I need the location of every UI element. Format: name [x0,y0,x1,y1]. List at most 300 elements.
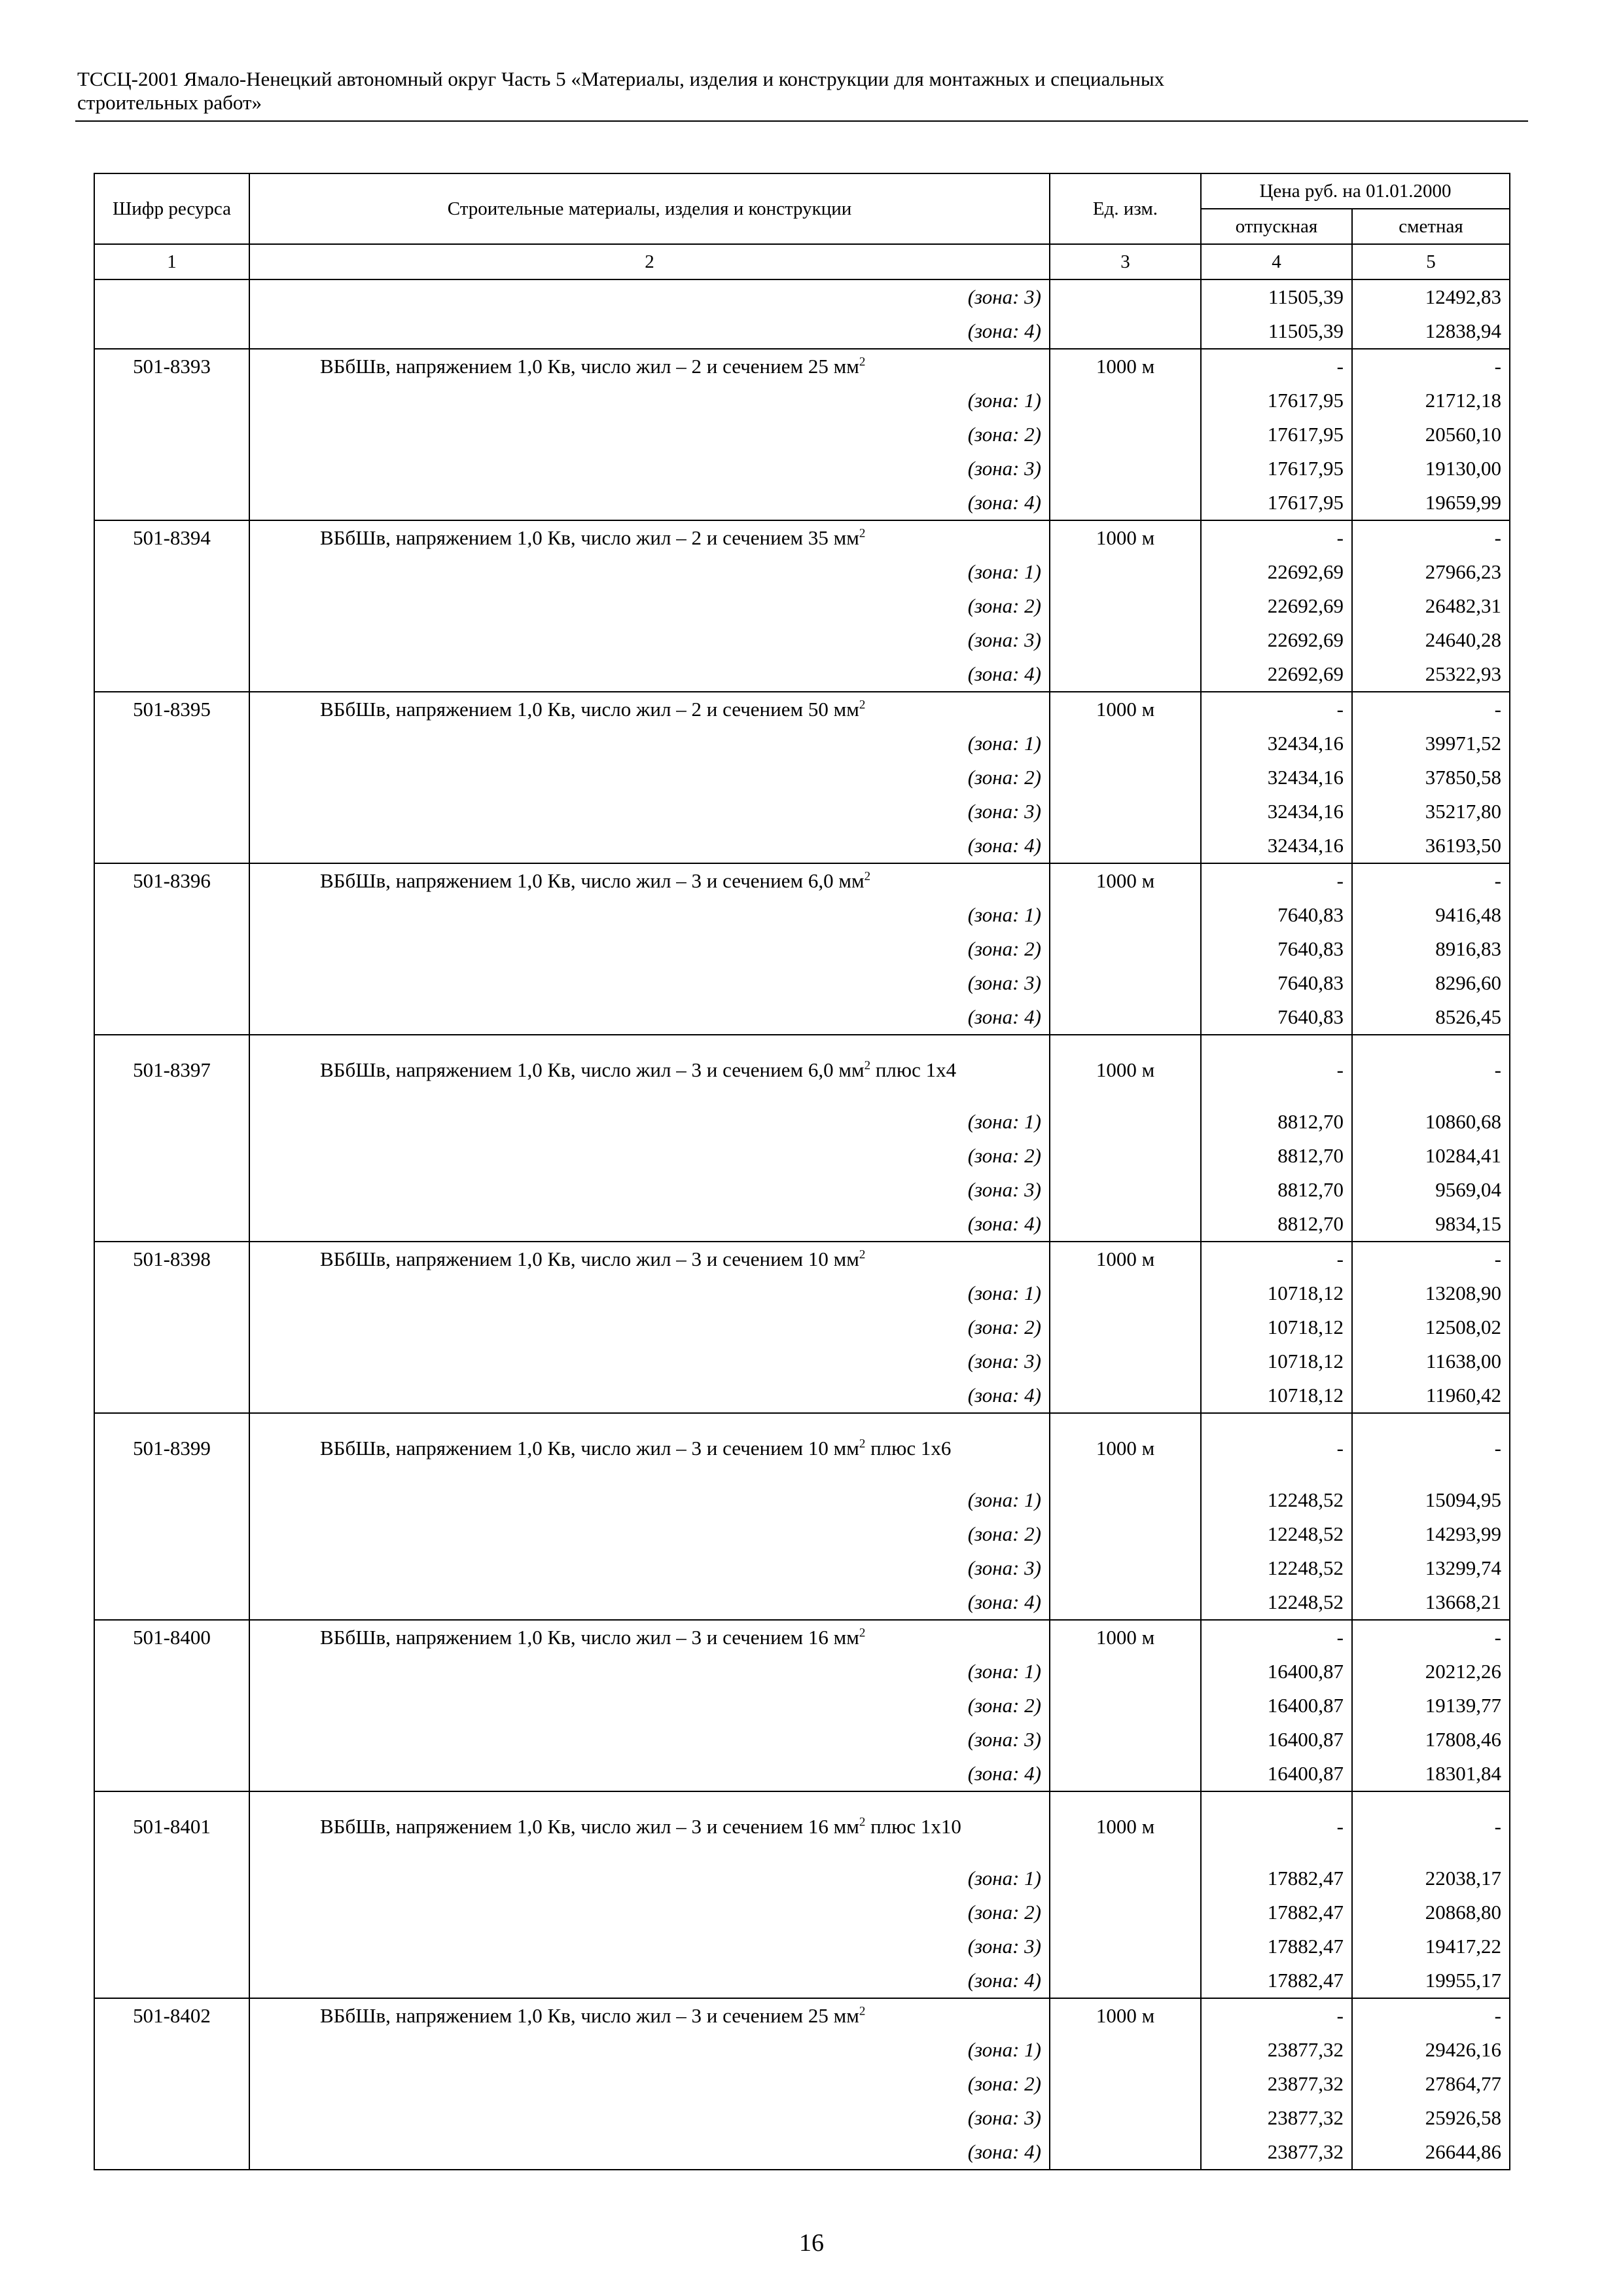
zone-row [94,384,1510,418]
resource-code-empty [94,1344,249,1378]
unit: 1000 м [1050,692,1201,726]
item-description [249,1791,1050,1861]
resource-code-empty [94,486,249,520]
unit-empty [1050,966,1201,1000]
resource-code-empty [94,1551,249,1585]
zone-row [94,795,1510,829]
zone-row [94,1861,1510,1895]
header-unit: Ед. изм. [1050,173,1201,244]
release-price: 17882,47 [1201,1929,1352,1964]
estimate-price: 27966,23 [1352,555,1510,589]
unit: 1000 м [1050,863,1201,898]
unit-empty [1050,555,1201,589]
zone-row [94,1723,1510,1757]
resource-code-empty [94,1000,249,1035]
estimate-price: 19417,22 [1352,1929,1510,1964]
resource-code-empty [94,1929,249,1964]
estimate-price: 19659,99 [1352,486,1510,520]
unit-empty [1050,726,1201,761]
zone-row [94,1276,1510,1310]
estimate-price: 12508,02 [1352,1310,1510,1344]
unit-empty [1050,1585,1201,1620]
resource-code-empty [94,726,249,761]
item-title: ВБбШв, напряжением 1,0 Кв, число жил – 2 и сечением 35 мм [320,526,859,549]
resource-code-empty [94,623,249,657]
resource-code-empty [94,1483,249,1517]
resource-code-empty [94,1105,249,1139]
unit-empty [1050,1861,1201,1895]
zone-row [94,1344,1510,1378]
release-price: 32434,16 [1201,726,1352,761]
resource-code-empty [94,795,249,829]
unit-empty [1050,795,1201,829]
item-row [94,1413,1510,1483]
estimate-price: 35217,80 [1352,795,1510,829]
release-price: 22692,69 [1201,623,1352,657]
item-row [94,692,1510,726]
resource-code-empty [94,657,249,692]
item-title-superscript: 2 [859,1247,866,1262]
release-price: 17617,95 [1201,486,1352,520]
release-price: - [1201,1791,1352,1861]
resource-code-empty [94,1517,249,1551]
resource-code-empty [94,314,249,349]
unit-empty [1050,279,1201,314]
unit-empty [1050,1310,1201,1344]
zone-label: (зона: 3) [249,1344,1050,1378]
zone-label: (зона: 2) [249,932,1050,966]
zone-label: (зона: 3) [249,1173,1050,1207]
zone-label: (зона: 4) [249,657,1050,692]
estimate-price: 29426,16 [1352,2033,1510,2067]
release-price: 17617,95 [1201,418,1352,452]
release-price: 8812,70 [1201,1139,1352,1173]
release-price: 22692,69 [1201,555,1352,589]
release-price: 23877,32 [1201,2033,1352,2067]
zone-label: (зона: 3) [249,279,1050,314]
estimate-price: 21712,18 [1352,384,1510,418]
release-price: 12248,52 [1201,1517,1352,1551]
estimate-price: 9834,15 [1352,1207,1510,1242]
item-description [249,692,1050,726]
resource-code: 501-8402 [94,1998,249,2033]
zone-label: (зона: 3) [249,1929,1050,1964]
release-price: 8812,70 [1201,1173,1352,1207]
resource-code-empty [94,829,249,863]
unit-empty [1050,898,1201,932]
zone-label: (зона: 2) [249,1517,1050,1551]
estimate-price: 8296,60 [1352,966,1510,1000]
zone-row [94,589,1510,623]
item-title-superscript: 2 [864,1058,871,1073]
estimate-price: - [1352,863,1510,898]
zone-row [94,657,1510,692]
zone-row [94,2101,1510,2135]
release-price: 12248,52 [1201,1551,1352,1585]
resource-code-empty [94,2033,249,2067]
zone-row [94,1105,1510,1139]
release-price: 23877,32 [1201,2067,1352,2101]
item-row [94,1035,1510,1105]
release-price: 12248,52 [1201,1585,1352,1620]
zone-label: (зона: 1) [249,1655,1050,1689]
estimate-price: - [1352,1791,1510,1861]
item-title-line [258,526,1041,550]
zone-row [94,829,1510,863]
header-code: Шифр ресурса [94,173,249,244]
item-row [94,1791,1510,1861]
release-price: 17617,95 [1201,452,1352,486]
item-title: ВБбШв, напряжением 1,0 Кв, число жил – 3 и сечением 6,0 мм [320,1058,865,1081]
release-price: - [1201,349,1352,384]
unit-empty [1050,589,1201,623]
resource-code: 501-8395 [94,692,249,726]
unit-empty [1050,1344,1201,1378]
zone-label: (зона: 3) [249,1551,1050,1585]
header-col-number: 5 [1352,244,1510,279]
zone-row [94,1689,1510,1723]
resource-code-empty [94,418,249,452]
estimate-price: 8916,83 [1352,932,1510,966]
zone-label: (зона: 4) [249,486,1050,520]
item-description [249,1035,1050,1105]
resource-code-empty [94,452,249,486]
zone-label: (зона: 1) [249,1861,1050,1895]
estimate-price: - [1352,1035,1510,1105]
unit-empty [1050,418,1201,452]
unit-empty [1050,2101,1201,2135]
unit-empty [1050,2135,1201,2170]
estimate-price: 10860,68 [1352,1105,1510,1139]
estimate-price: 12492,83 [1352,279,1510,314]
estimate-price: 18301,84 [1352,1757,1510,1791]
release-price: 7640,83 [1201,966,1352,1000]
price-table-body [94,279,1510,2170]
estimate-price: 11960,42 [1352,1378,1510,1413]
estimate-price: 8526,45 [1352,1000,1510,1035]
zone-label: (зона: 2) [249,1310,1050,1344]
zone-label: (зона: 2) [249,1139,1050,1173]
estimate-price: 17808,46 [1352,1723,1510,1757]
estimate-price: 19139,77 [1352,1689,1510,1723]
item-row [94,520,1510,555]
release-price: - [1201,1035,1352,1105]
unit-empty [1050,1551,1201,1585]
zone-label: (зона: 3) [249,2101,1050,2135]
zone-row [94,314,1510,349]
resource-code: 501-8397 [94,1035,249,1105]
release-price: - [1201,692,1352,726]
zone-label: (зона: 1) [249,555,1050,589]
zone-row [94,1895,1510,1929]
zone-row [94,2135,1510,2170]
item-title-line [258,1437,1041,1460]
item-title-superscript: 2 [859,355,866,369]
resource-code-empty [94,1757,249,1791]
resource-code-empty [94,1276,249,1310]
release-price: 12248,52 [1201,1483,1352,1517]
resource-code: 501-8393 [94,349,249,384]
zone-row [94,932,1510,966]
resource-code-empty [94,1689,249,1723]
release-price: 17882,47 [1201,1861,1352,1895]
item-title: ВБбШв, напряжением 1,0 Кв, число жил – 3 и сечением 16 мм [320,1815,859,1838]
estimate-price: 19955,17 [1352,1964,1510,1998]
price-table [94,173,1510,2170]
unit-empty [1050,623,1201,657]
unit-empty [1050,1105,1201,1139]
unit-empty [1050,1964,1201,1998]
release-price: 8812,70 [1201,1105,1352,1139]
unit-empty [1050,1689,1201,1723]
unit: 1000 м [1050,1035,1201,1105]
item-title-tail: плюс 1х10 [865,1815,961,1838]
zone-row [94,1585,1510,1620]
item-description [249,1620,1050,1655]
item-title-superscript: 2 [864,869,871,884]
zone-row [94,1964,1510,1998]
zone-row [94,966,1510,1000]
item-title-superscript: 2 [859,1626,866,1640]
unit-empty [1050,2067,1201,2101]
estimate-price: 22038,17 [1352,1861,1510,1895]
unit-empty [1050,1895,1201,1929]
zone-row [94,1551,1510,1585]
zone-row [94,279,1510,314]
zone-label: (зона: 3) [249,452,1050,486]
release-price: - [1201,1242,1352,1276]
estimate-price: - [1352,520,1510,555]
unit-empty [1050,657,1201,692]
release-price: - [1201,1620,1352,1655]
estimate-price: 11638,00 [1352,1344,1510,1378]
release-price: 22692,69 [1201,589,1352,623]
item-title-line [258,1247,1041,1271]
release-price: 7640,83 [1201,898,1352,932]
zone-row [94,1517,1510,1551]
unit: 1000 м [1050,1791,1201,1861]
item-row [94,1998,1510,2033]
release-price: 23877,32 [1201,2135,1352,2170]
item-description [249,520,1050,555]
release-price: 23877,32 [1201,2101,1352,2135]
estimate-price: 20868,80 [1352,1895,1510,1929]
item-description [249,1998,1050,2033]
release-price: 11505,39 [1201,279,1352,314]
zone-label: (зона: 4) [249,1207,1050,1242]
estimate-price: - [1352,1413,1510,1483]
resource-code-empty [94,555,249,589]
resource-code-empty [94,1207,249,1242]
estimate-price: 27864,77 [1352,2067,1510,2101]
resource-code-empty [94,2067,249,2101]
zone-row [94,2067,1510,2101]
unit-empty [1050,314,1201,349]
estimate-price: - [1352,692,1510,726]
estimate-price: - [1352,1620,1510,1655]
zone-label: (зона: 2) [249,2067,1050,2101]
zone-row [94,1655,1510,1689]
zone-label: (зона: 4) [249,314,1050,349]
resource-code-empty [94,1585,249,1620]
zone-row [94,1000,1510,1035]
release-price: 10718,12 [1201,1310,1352,1344]
resource-code: 501-8396 [94,863,249,898]
unit-empty [1050,1276,1201,1310]
zone-label: (зона: 2) [249,761,1050,795]
zone-label: (зона: 3) [249,1723,1050,1757]
release-price: 8812,70 [1201,1207,1352,1242]
zone-label: (зона: 3) [249,795,1050,829]
zone-row [94,418,1510,452]
zone-label: (зона: 2) [249,589,1050,623]
release-price: 11505,39 [1201,314,1352,349]
item-title: ВБбШв, напряжением 1,0 Кв, число жил – 2 и сечением 50 мм [320,698,859,721]
unit-empty [1050,2033,1201,2067]
item-description [249,349,1050,384]
zone-row [94,1378,1510,1413]
resource-code-empty [94,1861,249,1895]
release-price: 7640,83 [1201,932,1352,966]
item-row [94,1620,1510,1655]
header-col-number: 2 [249,244,1050,279]
unit-empty [1050,1378,1201,1413]
zone-label: (зона: 2) [249,1895,1050,1929]
resource-code-empty [94,761,249,795]
unit: 1000 м [1050,1413,1201,1483]
unit-empty [1050,1483,1201,1517]
item-row [94,349,1510,384]
resource-code-empty [94,2101,249,2135]
item-description [249,1242,1050,1276]
estimate-price: 9569,04 [1352,1173,1510,1207]
resource-code: 501-8394 [94,520,249,555]
estimate-price: 10284,41 [1352,1139,1510,1173]
zone-row [94,623,1510,657]
unit-empty [1050,1517,1201,1551]
item-title-tail: плюс 1х4 [870,1058,957,1081]
item-title-tail: плюс 1х6 [865,1437,952,1460]
item-row [94,863,1510,898]
header-line-2: строительных работ» [77,91,262,114]
item-title-superscript: 2 [859,2004,866,2018]
resource-code: 501-8398 [94,1242,249,1276]
release-price: 32434,16 [1201,829,1352,863]
unit: 1000 м [1050,1998,1201,2033]
estimate-price: 36193,50 [1352,829,1510,863]
unit-empty [1050,761,1201,795]
item-title-line [258,1626,1041,1649]
unit: 1000 м [1050,1242,1201,1276]
item-title-line [258,2004,1041,2028]
zone-label: (зона: 2) [249,1689,1050,1723]
item-title: ВБбШв, напряжением 1,0 Кв, число жил – 3 и сечением 10 мм [320,1437,859,1460]
release-price: - [1201,1413,1352,1483]
zone-label: (зона: 4) [249,1964,1050,1998]
zone-row [94,1483,1510,1517]
item-title-line [258,355,1041,378]
release-price: 16400,87 [1201,1655,1352,1689]
header-rule [75,120,1528,122]
zone-row [94,1757,1510,1791]
item-title: ВБбШв, напряжением 1,0 Кв, число жил – 3 и сечением 25 мм [320,2004,859,2027]
release-price: - [1201,1998,1352,2033]
release-price: 16400,87 [1201,1723,1352,1757]
zone-label: (зона: 1) [249,1483,1050,1517]
zone-row [94,1139,1510,1173]
release-price: 16400,87 [1201,1689,1352,1723]
resource-code-empty [94,1655,249,1689]
item-title: ВБбШв, напряжением 1,0 Кв, число жил – 3 и сечением 10 мм [320,1247,859,1270]
zone-row [94,452,1510,486]
unit-empty [1050,1655,1201,1689]
zone-row [94,761,1510,795]
resource-code-empty [94,932,249,966]
release-price: 10718,12 [1201,1378,1352,1413]
document-header [77,67,1527,115]
estimate-price: 12838,94 [1352,314,1510,349]
item-title-line [258,869,1041,893]
zone-label: (зона: 4) [249,1757,1050,1791]
resource-code-empty [94,384,249,418]
zone-label: (зона: 3) [249,623,1050,657]
unit-empty [1050,452,1201,486]
estimate-price: 25926,58 [1352,2101,1510,2135]
zone-row [94,2033,1510,2067]
page-number: 16 [799,2229,824,2257]
zone-row [94,1207,1510,1242]
item-title: ВБбШв, напряжением 1,0 Кв, число жил – 3 и сечением 6,0 мм [320,869,865,892]
resource-code-empty [94,1964,249,1998]
release-price: 32434,16 [1201,761,1352,795]
release-price: 16400,87 [1201,1757,1352,1791]
item-row [94,1242,1510,1276]
header-col-number: 1 [94,244,249,279]
resource-code-empty [94,1895,249,1929]
unit-empty [1050,932,1201,966]
estimate-price: 13299,74 [1352,1551,1510,1585]
unit: 1000 м [1050,520,1201,555]
estimate-price: 24640,28 [1352,623,1510,657]
item-description [249,863,1050,898]
zone-row [94,486,1510,520]
zone-label: (зона: 1) [249,2033,1050,2067]
zone-label: (зона: 1) [249,898,1050,932]
zone-row [94,555,1510,589]
resource-code-empty [94,966,249,1000]
zone-label: (зона: 4) [249,1000,1050,1035]
zone-label: (зона: 4) [249,2135,1050,2170]
zone-label: (зона: 1) [249,1276,1050,1310]
release-price: 17617,95 [1201,384,1352,418]
header-price-group: Цена руб. на 01.01.2000 [1201,173,1510,209]
estimate-price: 13208,90 [1352,1276,1510,1310]
header-estimate-price: сметная [1352,209,1510,244]
zone-label: (зона: 4) [249,1378,1050,1413]
zone-label: (зона: 1) [249,384,1050,418]
zone-label: (зона: 2) [249,418,1050,452]
zone-label: (зона: 1) [249,1105,1050,1139]
unit-empty [1050,1000,1201,1035]
price-table-header [94,173,1510,279]
release-price: - [1201,863,1352,898]
zone-row [94,1173,1510,1207]
release-price: 17882,47 [1201,1964,1352,1998]
zone-label: (зона: 3) [249,966,1050,1000]
release-price: - [1201,520,1352,555]
zone-row [94,1310,1510,1344]
estimate-price: 9416,48 [1352,898,1510,932]
